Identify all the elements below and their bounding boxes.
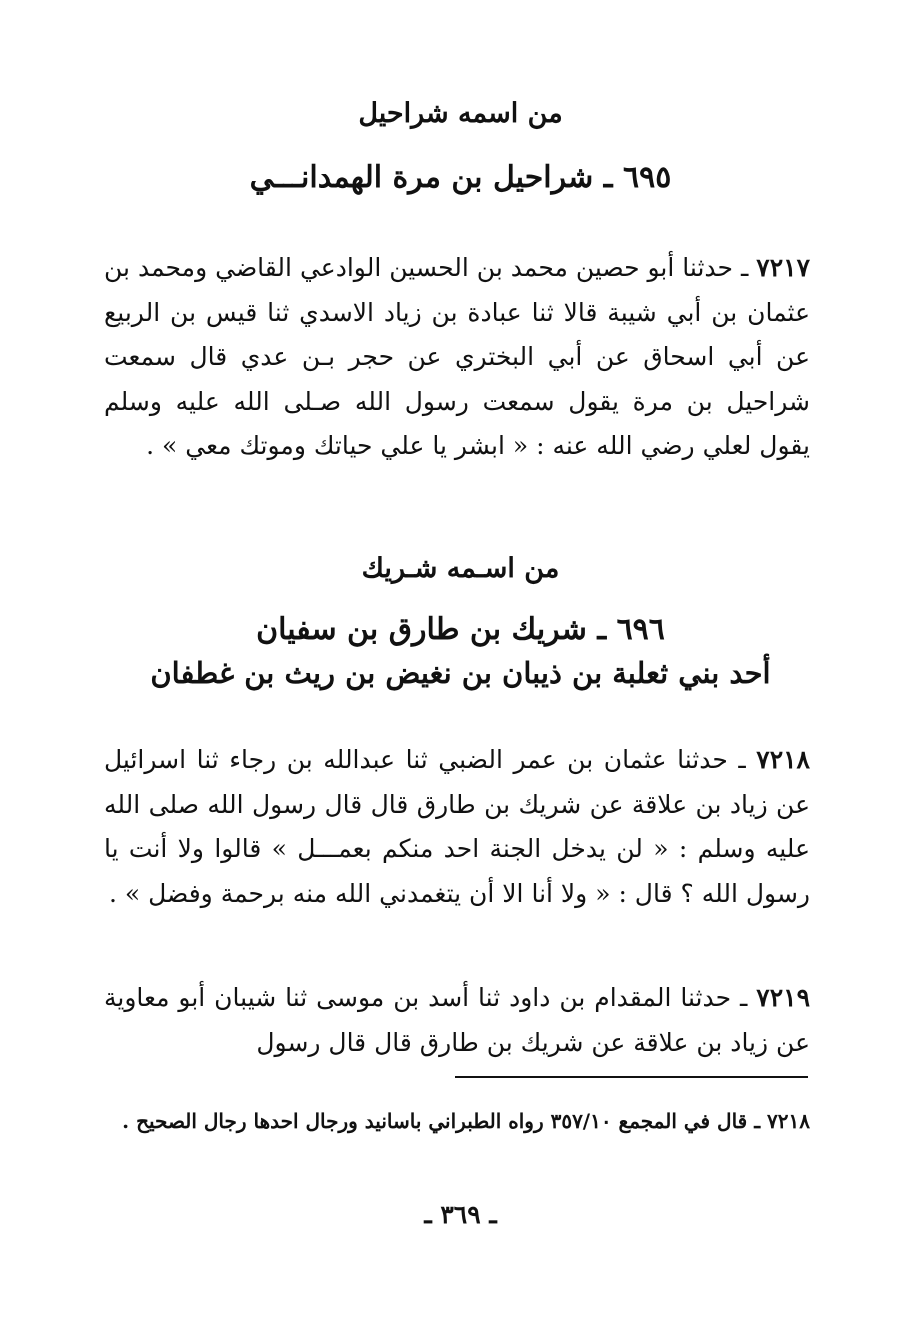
page-number-dash-left: ـ xyxy=(424,1200,432,1229)
hadith-text: حدثنا عثمان بن عمر الضبي ثنا عبدالله بن رجاء ثنا اسرائيل عن زياد بن علاقة عن شريك بن طارق قال قال رسول الله صلى الله عليه وسلم : « لن يدخل الجنة احد منكم بعمـــل » قالوا ولا أنت يا رسول الله ؟ قال : « ولا أنا الا أن يتغمدني الله منه برحمة وفضل » . xyxy=(104,745,810,908)
footnote-number: ٧٢١٨ xyxy=(767,1109,810,1133)
entry-name: شريك بن طارق بن سفيان xyxy=(256,612,587,647)
hadith-dash: ـ xyxy=(733,253,749,282)
hadith-paragraph-7218 xyxy=(104,738,810,916)
hadith-number: ٧٢١٩ xyxy=(756,983,810,1012)
hadith-number: ٧٢١٧ xyxy=(756,253,810,282)
entry-number: ٦٩٦ xyxy=(616,612,665,647)
footnote-divider xyxy=(455,1076,808,1078)
section-heading-sharahil: من اسمه شراحيل xyxy=(358,98,563,129)
page-number-value: ٣٦٩ xyxy=(440,1200,481,1229)
entry-dash: ـ xyxy=(586,612,607,647)
entry-dash: ـ xyxy=(593,160,613,195)
section-heading-sharik: من اسـمه شـريك xyxy=(361,553,560,584)
footnote-dash: ـ xyxy=(747,1109,761,1133)
page-number xyxy=(0,1200,921,1229)
footnote-text: قال في المجمع ٣٥٧/١٠ رواه الطبراني باسانيد ورجال احدها رجال الصحيح . xyxy=(122,1109,748,1133)
hadith-paragraph-7219 xyxy=(104,976,810,1065)
entry-name: شراحيل بن مرة الهمدانـــي xyxy=(249,160,594,195)
entry-heading-695 xyxy=(0,160,921,195)
footnote-7218 xyxy=(104,1104,810,1138)
hadith-text: حدثنا أبو حصين محمد بن الحسين الوادعي القاضي ومحمد بن عثمان بن أبي شيبة قالا ثنا عبادة بن زياد الاسدي ثنا قيس بن الربيع عن أبي اسحاق عن أبي البختري عن حجر بـن عدي قال سمعت شراحيل بن مرة يقول سمعت رسول الله صـلى الله عليه وسلم يقول لعلي رضي الله عنه : « ابشر يا علي حياتك وموتك معي » . xyxy=(104,253,810,460)
hadith-text: حدثنا المقدام بن داود ثنا أسد بن موسى ثنا شيبان أبو معاوية عن زياد بن علاقة عن شريك بن طارق قال قال رسول xyxy=(104,983,810,1057)
page-number-dash-right: ـ xyxy=(480,1200,497,1229)
hadith-dash: ـ xyxy=(731,983,748,1012)
entry-heading-696 xyxy=(0,612,921,647)
hadith-paragraph-7217 xyxy=(104,246,810,469)
entry-lineage: أحد بني ثعلبة بن ذيبان بن نغيض بن ريث بن غطفان xyxy=(150,656,771,690)
entry-number: ٦٩٥ xyxy=(623,160,672,195)
hadith-number: ٧٢١٨ xyxy=(756,745,810,774)
hadith-dash: ـ xyxy=(727,745,746,774)
